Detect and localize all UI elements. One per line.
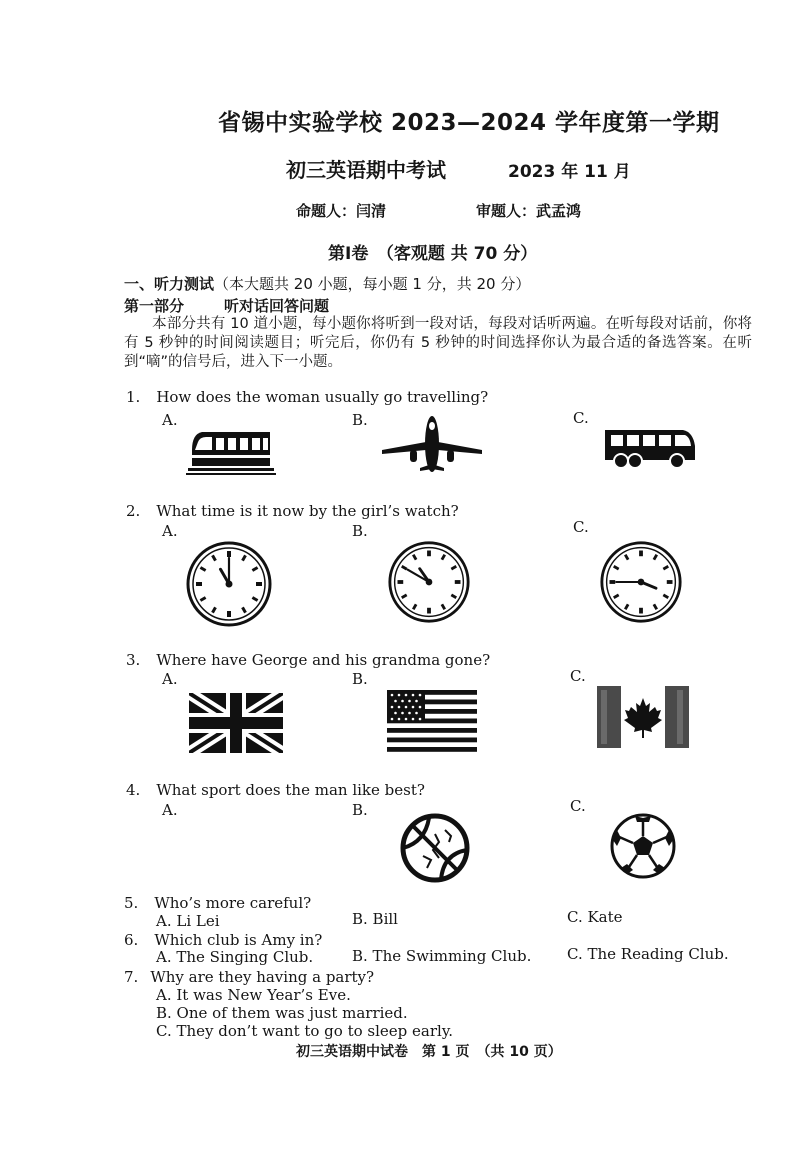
canada-flag-icon xyxy=(597,686,689,748)
q7-option-a[interactable]: A. It was New Year’s Eve. xyxy=(156,986,351,1004)
q6-option-b[interactable]: B. The Swimming Club. xyxy=(352,947,532,965)
q5-option-b[interactable]: B. Bill xyxy=(352,910,398,928)
bus-icon xyxy=(601,428,697,470)
question-4: 4. What sport does the man like best? xyxy=(126,781,425,799)
q6-option-a[interactable]: A. The Singing Club. xyxy=(156,948,314,966)
airplane-icon xyxy=(380,414,484,474)
exam-date: 2023 年 11 月 xyxy=(508,162,631,182)
q5-option-c[interactable]: C. Kate xyxy=(567,908,623,926)
question-1: 1. How does the woman usually go travelling? xyxy=(126,388,489,406)
clock-icon xyxy=(185,540,273,628)
q4-option-b[interactable]: B. xyxy=(352,801,368,819)
q4-option-a[interactable]: A. xyxy=(162,801,178,819)
q3-option-a[interactable]: A. xyxy=(162,670,178,688)
us-flag-icon xyxy=(387,690,477,752)
q2-option-a[interactable]: A. xyxy=(162,522,178,540)
football-icon xyxy=(609,812,677,880)
question-2: 2. What time is it now by the girl’s watch? xyxy=(126,502,459,520)
q2-option-c[interactable]: C. xyxy=(573,518,589,536)
q1-option-b[interactable]: B. xyxy=(352,411,368,429)
clock-icon xyxy=(387,540,471,624)
setter: 命题人：闫清 xyxy=(296,202,387,220)
q7-option-b[interactable]: B. One of them was just married. xyxy=(156,1004,408,1022)
q2-option-b[interactable]: B. xyxy=(352,522,368,540)
train-icon xyxy=(186,428,276,476)
question-7: 7. Why are they having a party? xyxy=(124,968,375,986)
q6-option-c[interactable]: C. The Reading Club. xyxy=(567,945,729,963)
q1-option-a[interactable]: A. xyxy=(162,411,178,429)
q3-option-b[interactable]: B. xyxy=(352,670,368,688)
section-heading: 一、听力测试（本大题共 20 小题，每小题 1 分，共 20 分） xyxy=(124,275,531,293)
q3-option-c[interactable]: C. xyxy=(570,667,586,685)
exam-title: 省锡中实验学校 2023—2024 学年度第一学期 xyxy=(218,110,720,136)
q4-option-c[interactable]: C. xyxy=(570,797,586,815)
q5-option-a[interactable]: A. Li Lei xyxy=(156,912,220,930)
q7-option-c[interactable]: C. They don’t want to go to sleep early. xyxy=(156,1022,454,1040)
page-footer: 初三英语期中试卷 第 1 页 （共 10 页） xyxy=(296,1044,562,1060)
volume-heading: 第Ⅰ卷 （客观题 共 70 分） xyxy=(328,244,538,264)
part-heading: 第一部分 听对话回答问题 xyxy=(124,297,330,315)
basketball-icon xyxy=(399,812,471,884)
reviewer: 审题人：武孟鸿 xyxy=(476,202,582,220)
question-6: 6. Which club is Amy in? xyxy=(124,931,323,949)
exam-subtitle: 初三英语期中考试 xyxy=(286,158,446,182)
q1-option-c[interactable]: C. xyxy=(573,409,589,427)
question-3: 3. Where have George and his grandma gone? xyxy=(126,651,491,669)
uk-flag-icon xyxy=(189,693,283,753)
question-5: 5. Who’s more careful? xyxy=(124,894,312,912)
instructions: 本部分共有 10 道小题，每小题你将听到一段对话，每段对话听两遍。在听每段对话前，你将有 5 秒钟的时间阅读题目；听完后，你仍有 5 秒钟的时间选择你认为最合适的备选答案。在听到“嘀”的信号后，进入下一小题。 xyxy=(124,316,752,370)
clock-icon xyxy=(599,540,683,624)
